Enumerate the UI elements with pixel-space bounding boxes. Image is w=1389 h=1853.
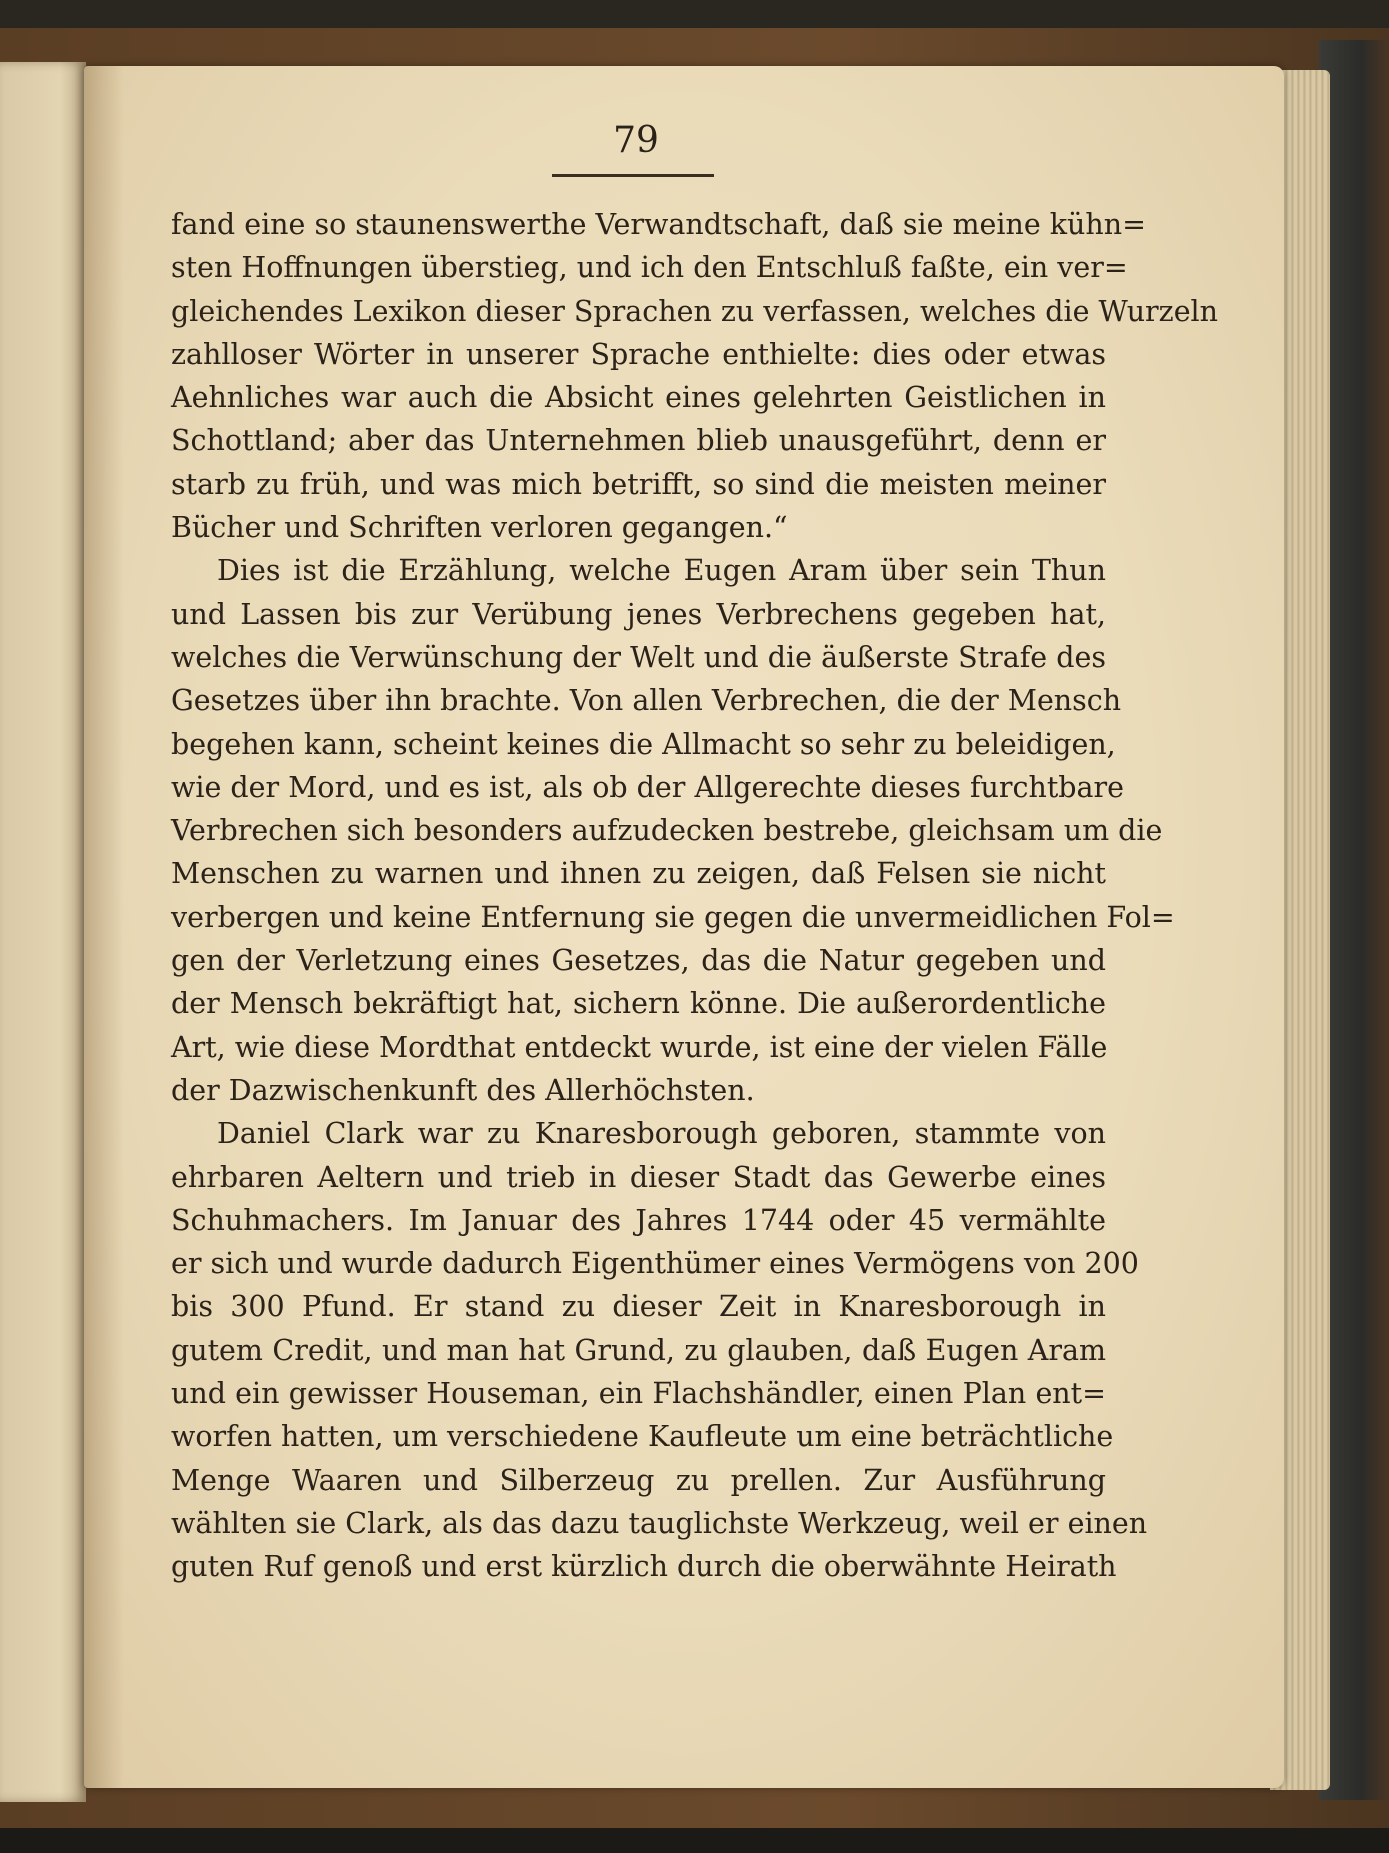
text-line: Aehnliches war auch die Absicht eines gelehrten Geistlichen in <box>171 381 1106 415</box>
text-line: bis 300 Pfund. Er stand zu dieser Zeit in Knaresborough in <box>171 1290 1106 1324</box>
text-line: Daniel Clark war zu Knaresborough geboren, stammte von <box>217 1117 1106 1151</box>
text-line: fand eine so staunenswerthe Verwandtschaft, daß sie meine kühn= <box>171 208 1146 241</box>
text-line: verbergen und keine Entfernung sie gegen die unvermeidlichen Fol= <box>171 900 1175 934</box>
text-line: begehen kann, scheint keines die Allmacht so sehr zu beleidigen, <box>171 727 1116 761</box>
text-line: Schuhmachers. Im Januar des Jahres 1744 oder 45 vermählte <box>171 1203 1106 1237</box>
text-line: wie der Mord, und es ist, als ob der Allgerechte dieses furchtbare <box>171 770 1125 804</box>
text-line: gutem Credit, und man hat Grund, zu glauben, daß Eugen Aram <box>171 1333 1106 1367</box>
facing-page-edge <box>0 62 86 1802</box>
text-line: welches die Verwünschung der Welt und die äußerste Strafe des <box>171 640 1106 674</box>
page-number-rule <box>552 174 714 177</box>
text-line: und Lassen bis zur Verübung jenes Verbrechens gegeben hat, <box>171 597 1106 631</box>
text-line: starb zu früh, und was mich betrifft, so sind die meisten meiner <box>171 467 1106 501</box>
text-line: der Dazwischenkunft des Allerhöchsten. <box>171 1073 755 1107</box>
text-line: zahlloser Wörter in unserer Sprache enthielte: dies oder etwas <box>171 337 1106 371</box>
text-line: Bücher und Schriften verloren gegangen.“ <box>171 511 788 545</box>
text-line: sten Hoffnungen überstieg, und ich den Entschluß faßte, ein ver= <box>171 251 1128 285</box>
text-line: der Mensch bekräftigt hat, sichern könne. Die außerordentliche <box>171 987 1106 1021</box>
text-line: gen der Verletzung eines Gesetzes, das die Natur gegeben und <box>171 944 1106 978</box>
text-line: guten Ruf genoß und erst kürzlich durch die oberwähnte Heirath <box>171 1550 1117 1584</box>
gutter-shadow <box>84 66 124 1788</box>
text-line: ehrbaren Aeltern und trieb in dieser Stadt das Gewerbe eines <box>171 1160 1106 1194</box>
page-number: 79 <box>613 120 659 161</box>
text-line: Schottland; aber das Unternehmen blieb unausgeführt, denn er <box>171 424 1106 458</box>
text-line: Art, wie diese Mordthat entdeckt wurde, ist eine der vielen Fälle <box>171 1030 1108 1064</box>
text-line: gleichendes Lexikon dieser Sprachen zu verfassen, welches die Wurzeln <box>171 294 1219 328</box>
body-text <box>171 203 1219 1589</box>
text-line: Menge Waaren und Silberzeug zu prellen. Zur Ausführung <box>171 1463 1106 1497</box>
text-line: Menschen zu warnen und ihnen zu zeigen, daß Felsen sie nicht <box>171 857 1106 891</box>
text-line: Gesetzes über ihn brachte. Von allen Verbrechen, die der Mensch <box>171 684 1122 718</box>
text-line: und ein gewisser Houseman, ein Flachshändler, einen Plan ent= <box>171 1377 1106 1411</box>
text-line: worfen hatten, um verschiedene Kaufleute um eine beträchtliche <box>171 1420 1114 1454</box>
text-line: Verbrechen sich besonders aufzudecken bestrebe, gleichsam um die <box>171 814 1163 848</box>
text-line: wählten sie Clark, als das dazu tauglichste Werkzeug, weil er einen <box>171 1506 1148 1540</box>
text-line: er sich und wurde dadurch Eigenthümer eines Vermögens von 200 <box>171 1247 1139 1281</box>
text-line: Dies ist die Erzählung, welche Eugen Aram über sein Thun <box>217 554 1106 588</box>
